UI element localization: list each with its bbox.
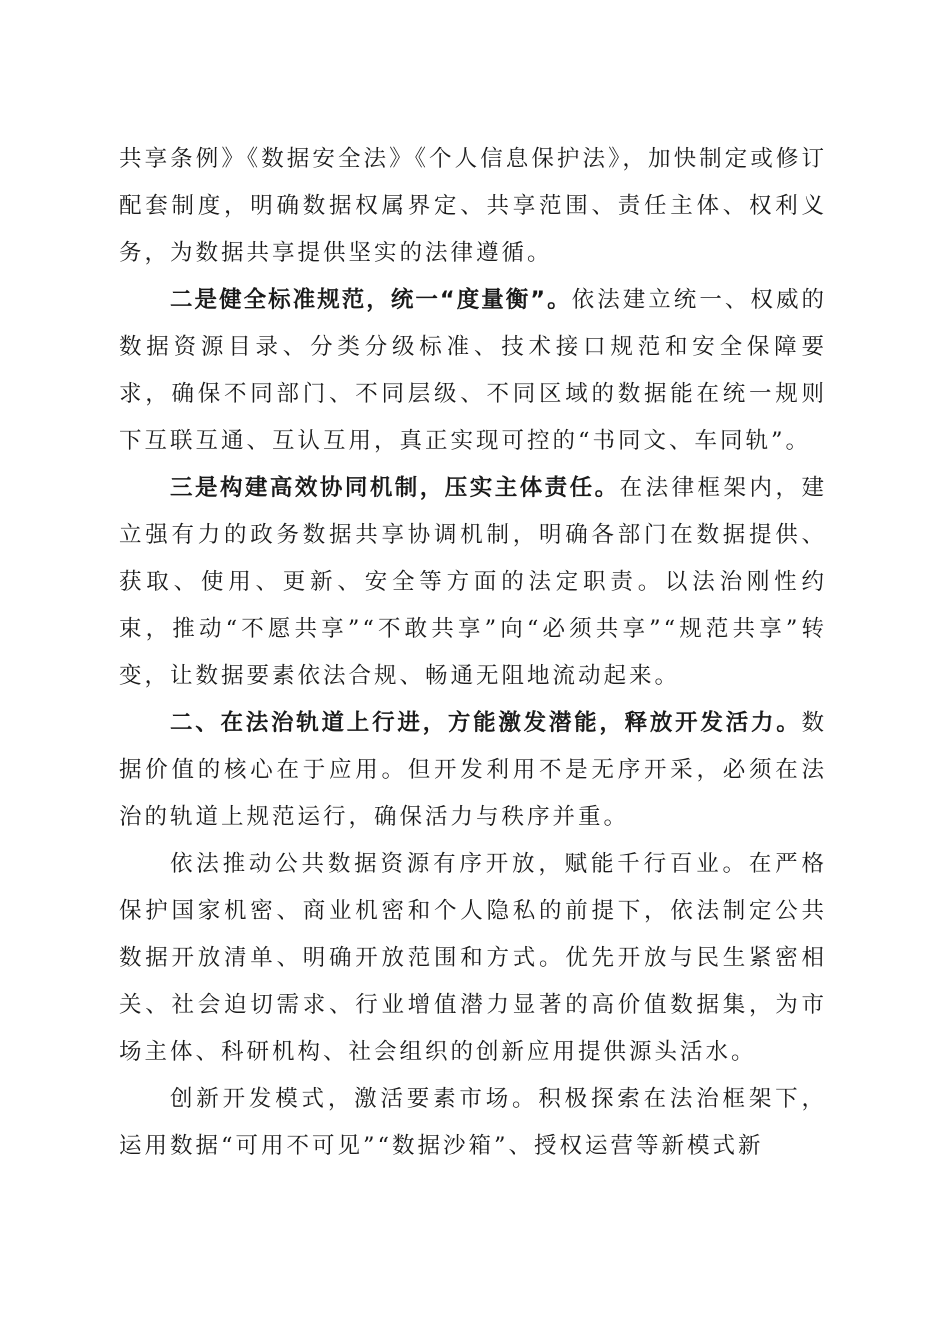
- document-page: [119, 136, 827, 1170]
- paragraph-4: [119, 700, 827, 841]
- paragraph-5-text: 依法推动公共数据资源有序开放，赋能千行百业。在严格保护国家机密、商业机密和个人隐私的前提下，依法制定公共数据开放清单、明确开放范围和方式。优先开放与民生紧密相关、社会迫切需求、行业增值潜力显著的高价值数据集，为市场主体、科研机构、社会组织的创新应用提供源头活水。: [119, 851, 827, 1065]
- paragraph-6-text: 创新开发模式，激活要素市场。积极探索在法治框架下，运用数据“可用不可见”“数据沙箱”、授权运营等新模式新: [119, 1086, 827, 1159]
- paragraph-2-heading: 二是健全标准规范，统一“度量衡”。: [170, 287, 572, 313]
- paragraph-3-heading: 三是构建高效协同机制，压实主体责任。: [170, 475, 620, 501]
- section-heading: 二、在法治轨道上行进，方能激发潜能，释放开发活力。: [170, 710, 802, 736]
- paragraph-4-text: 数据价值的核心在于应用。但开发利用不是无序开采，必须在法治的轨道上规范运行，确保活力与秩序并重。: [119, 710, 827, 830]
- paragraph-1: [119, 136, 827, 277]
- paragraph-3-text: 在法律框架内，建立强有力的政务数据共享协调机制，明确各部门在数据提供、获取、使用、更新、安全等方面的法定职责。以法治刚性约束，推动“不愿共享”“不敢共享”向“必须共享”“规范共享”转变，让数据要素依法合规、畅通无阻地流动起来。: [119, 475, 827, 689]
- paragraph-2: [119, 277, 827, 465]
- paragraph-3: [119, 465, 827, 700]
- paragraph-5: [119, 841, 827, 1076]
- paragraph-6: [119, 1076, 827, 1170]
- paragraph-2-text: 依法建立统一、权威的数据资源目录、分类分级标准、技术接口规范和安全保障要求，确保不同部门、不同层级、不同区域的数据能在统一规则下互联互通、互认互用，真正实现可控的“书同文、车同轨”。: [119, 287, 827, 454]
- paragraph-1-text: 共享条例》《数据安全法》《个人信息保护法》，加快制定或修订配套制度，明确数据权属界定、共享范围、责任主体、权利义务，为数据共享提供坚实的法律遵循。: [119, 146, 827, 266]
